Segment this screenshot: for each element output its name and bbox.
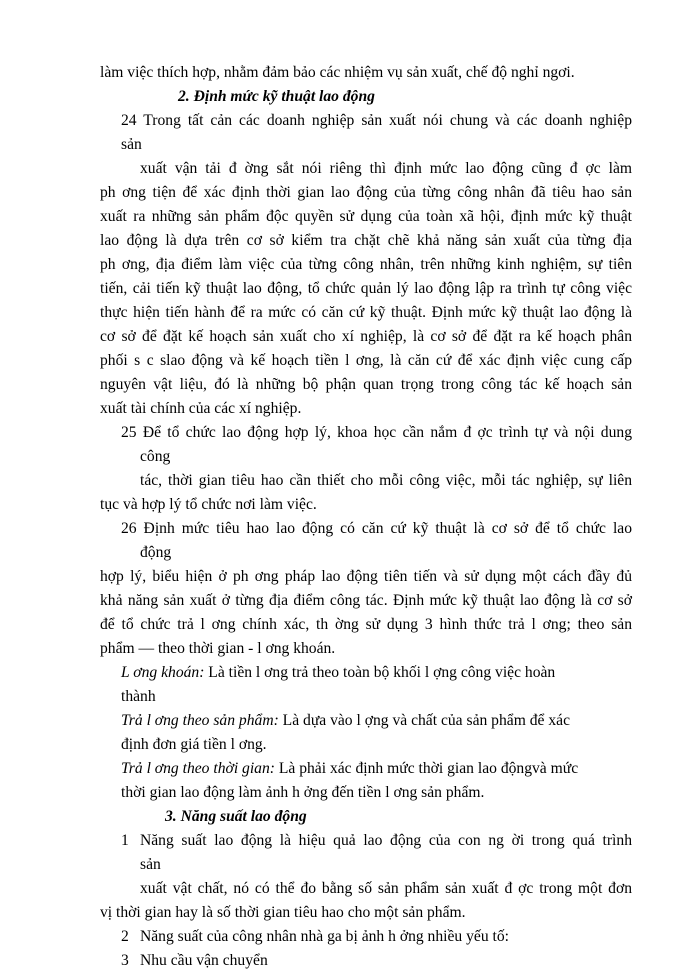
definition-tra-luong-thoi-gian [121,757,632,781]
term-text: Là phải xác định mức thời gian lao độngvà mức [274,760,579,777]
definition-line: thời gian lao động làm ảnh h ởng đến tiền l ơng sản phẩm. [121,784,485,801]
paragraph-24-line: tiến, cải tiến kỹ thuật lao động, tổ chức quản lý lao động lập ra trình tự công việc [100,280,632,297]
list-number: 3 [121,952,129,969]
paragraph-26-line: phẩm — theo thời gian - l ơng khoán. [100,640,336,657]
term-text: Là tiền l ơng trả theo toàn bộ khối l ợng công việc hoàn [204,664,556,681]
term-label: Trả l ơng theo sản phẩm: [121,712,279,729]
paragraph-24-line: ph ơng, địa điểm làm việc của từng công nhân, trên những kinh nghiệm, sự tiên [100,256,632,273]
paragraph-26-line: động [140,544,172,561]
paragraph-24-line: nguyên vật liệu, đó là những bộ phận quan trọng trong công tác kế hoạch sản [100,376,632,393]
term-label: Trả l ơng theo thời gian: [121,760,275,777]
term-label: L ơng khoán: [121,664,205,681]
paragraph-24-line: phối s c slao động và kế hoạch tiền l ơng, là căn cứ để xác định việc cung cấp [100,352,632,369]
section-heading: 2. Định mức kỹ thuật lao động [178,88,375,105]
paragraph-24-line: xuất vận tải đ ờng sắt nói riêng thì định mức lao động cũng đ ợc làm [140,160,632,177]
definition-tra-luong-san-pham [121,709,632,733]
paragraph-24-line: thực hiện tiến hành để ra mức có căn cứ kỹ thuật. Định mức kỹ thuật lao động là [100,304,632,321]
list-item-1-line: vị thời gian hay là số thời gian tiêu hao cho một sản phẩm. [100,904,466,921]
paragraph-26-line: 26 Định mức tiêu hao lao động có căn cứ kỹ thuật là cơ sở để tổ chức lao [121,520,632,537]
section-heading: 3. Năng suất lao động [165,808,307,825]
list-item-2: Năng suất của công nhân nhà ga bị ảnh h ởng nhiều yếu tố: [140,928,509,945]
paragraph-26-line: để tổ chức trả l ơng chính xác, th ờng sử dụng 3 hình thức trả l ơng; theo sản [100,616,632,633]
list-number: 1 [121,832,129,849]
term-text: Là dựa vào l ợng và chất của sản phẩm để xác [278,712,570,729]
list-item-1-line: xuất vật chất, nó có thể đo bằng số sản phẩm sản xuất đ ợc trong một đơn [140,880,632,897]
text-line: làm việc thích hợp, nhằm đảm bảo các nhiệm vụ sản xuất, chế độ nghỉ ngơi. [100,64,575,81]
paragraph-25-line: công [140,448,171,465]
paragraph-25-line: tục và hợp lý tổ chức nơi làm việc. [100,496,317,513]
paragraph-24-line: lao động là dựa trên cơ sở kiểm tra chặt chẽ khả năng sản xuất của từng địa [100,232,632,249]
paragraph-24-line: ph ơng tiện để xác định thời gian lao động của từng công nhân đã tiêu hao sản [100,184,632,201]
definition-line: thành [121,688,156,705]
paragraph-24-line: sản [121,136,142,153]
paragraph-24-line: xuất ra những sản phẩm độc quyền sử dụng của toàn xã hội, định mức kỹ thuật [100,208,632,225]
paragraph-26-line: hợp lý, biểu hiện ở ph ơng pháp lao động tiên tiến và sử dụng một cách đầy đủ [100,568,632,585]
paragraph-25-line: tác, thời gian tiêu hao cần thiết cho mỗi công việc, mỗi tác nghiệp, sự liên [140,472,632,489]
list-item-1-line: Năng suất lao động là hiệu quả lao động của con ng ời trong quá trình [140,832,632,849]
list-number: 2 [121,928,129,945]
paragraph-24-line: cơ sở để đặt kế hoạch sản xuất cho xí nghiệp, là cơ sở để đặt ra kế hoạch phân [100,328,632,345]
definition-line: định đơn giá tiền l ơng. [121,736,267,753]
paragraph-24-line: xuất tài chính của các xí nghiệp. [100,400,302,417]
list-item-3: Nhu cầu vận chuyển [140,952,268,969]
paragraph-26-line: khả năng sản xuất ở từng địa điểm công tác. Định mức kỹ thuật lao động là cơ sở [100,592,632,609]
paragraph-25-line: 25 Để tổ chức lao động hợp lý, khoa học cần nắm đ ợc trình tự và nội dung [121,424,632,441]
definition-luong-khoan [121,661,632,685]
paragraph-24-line: 24 Trong tất cản các doanh nghiệp sản xuất nói chung và các doanh nghiệp [121,112,632,129]
list-item-1-line: sản [140,856,161,873]
